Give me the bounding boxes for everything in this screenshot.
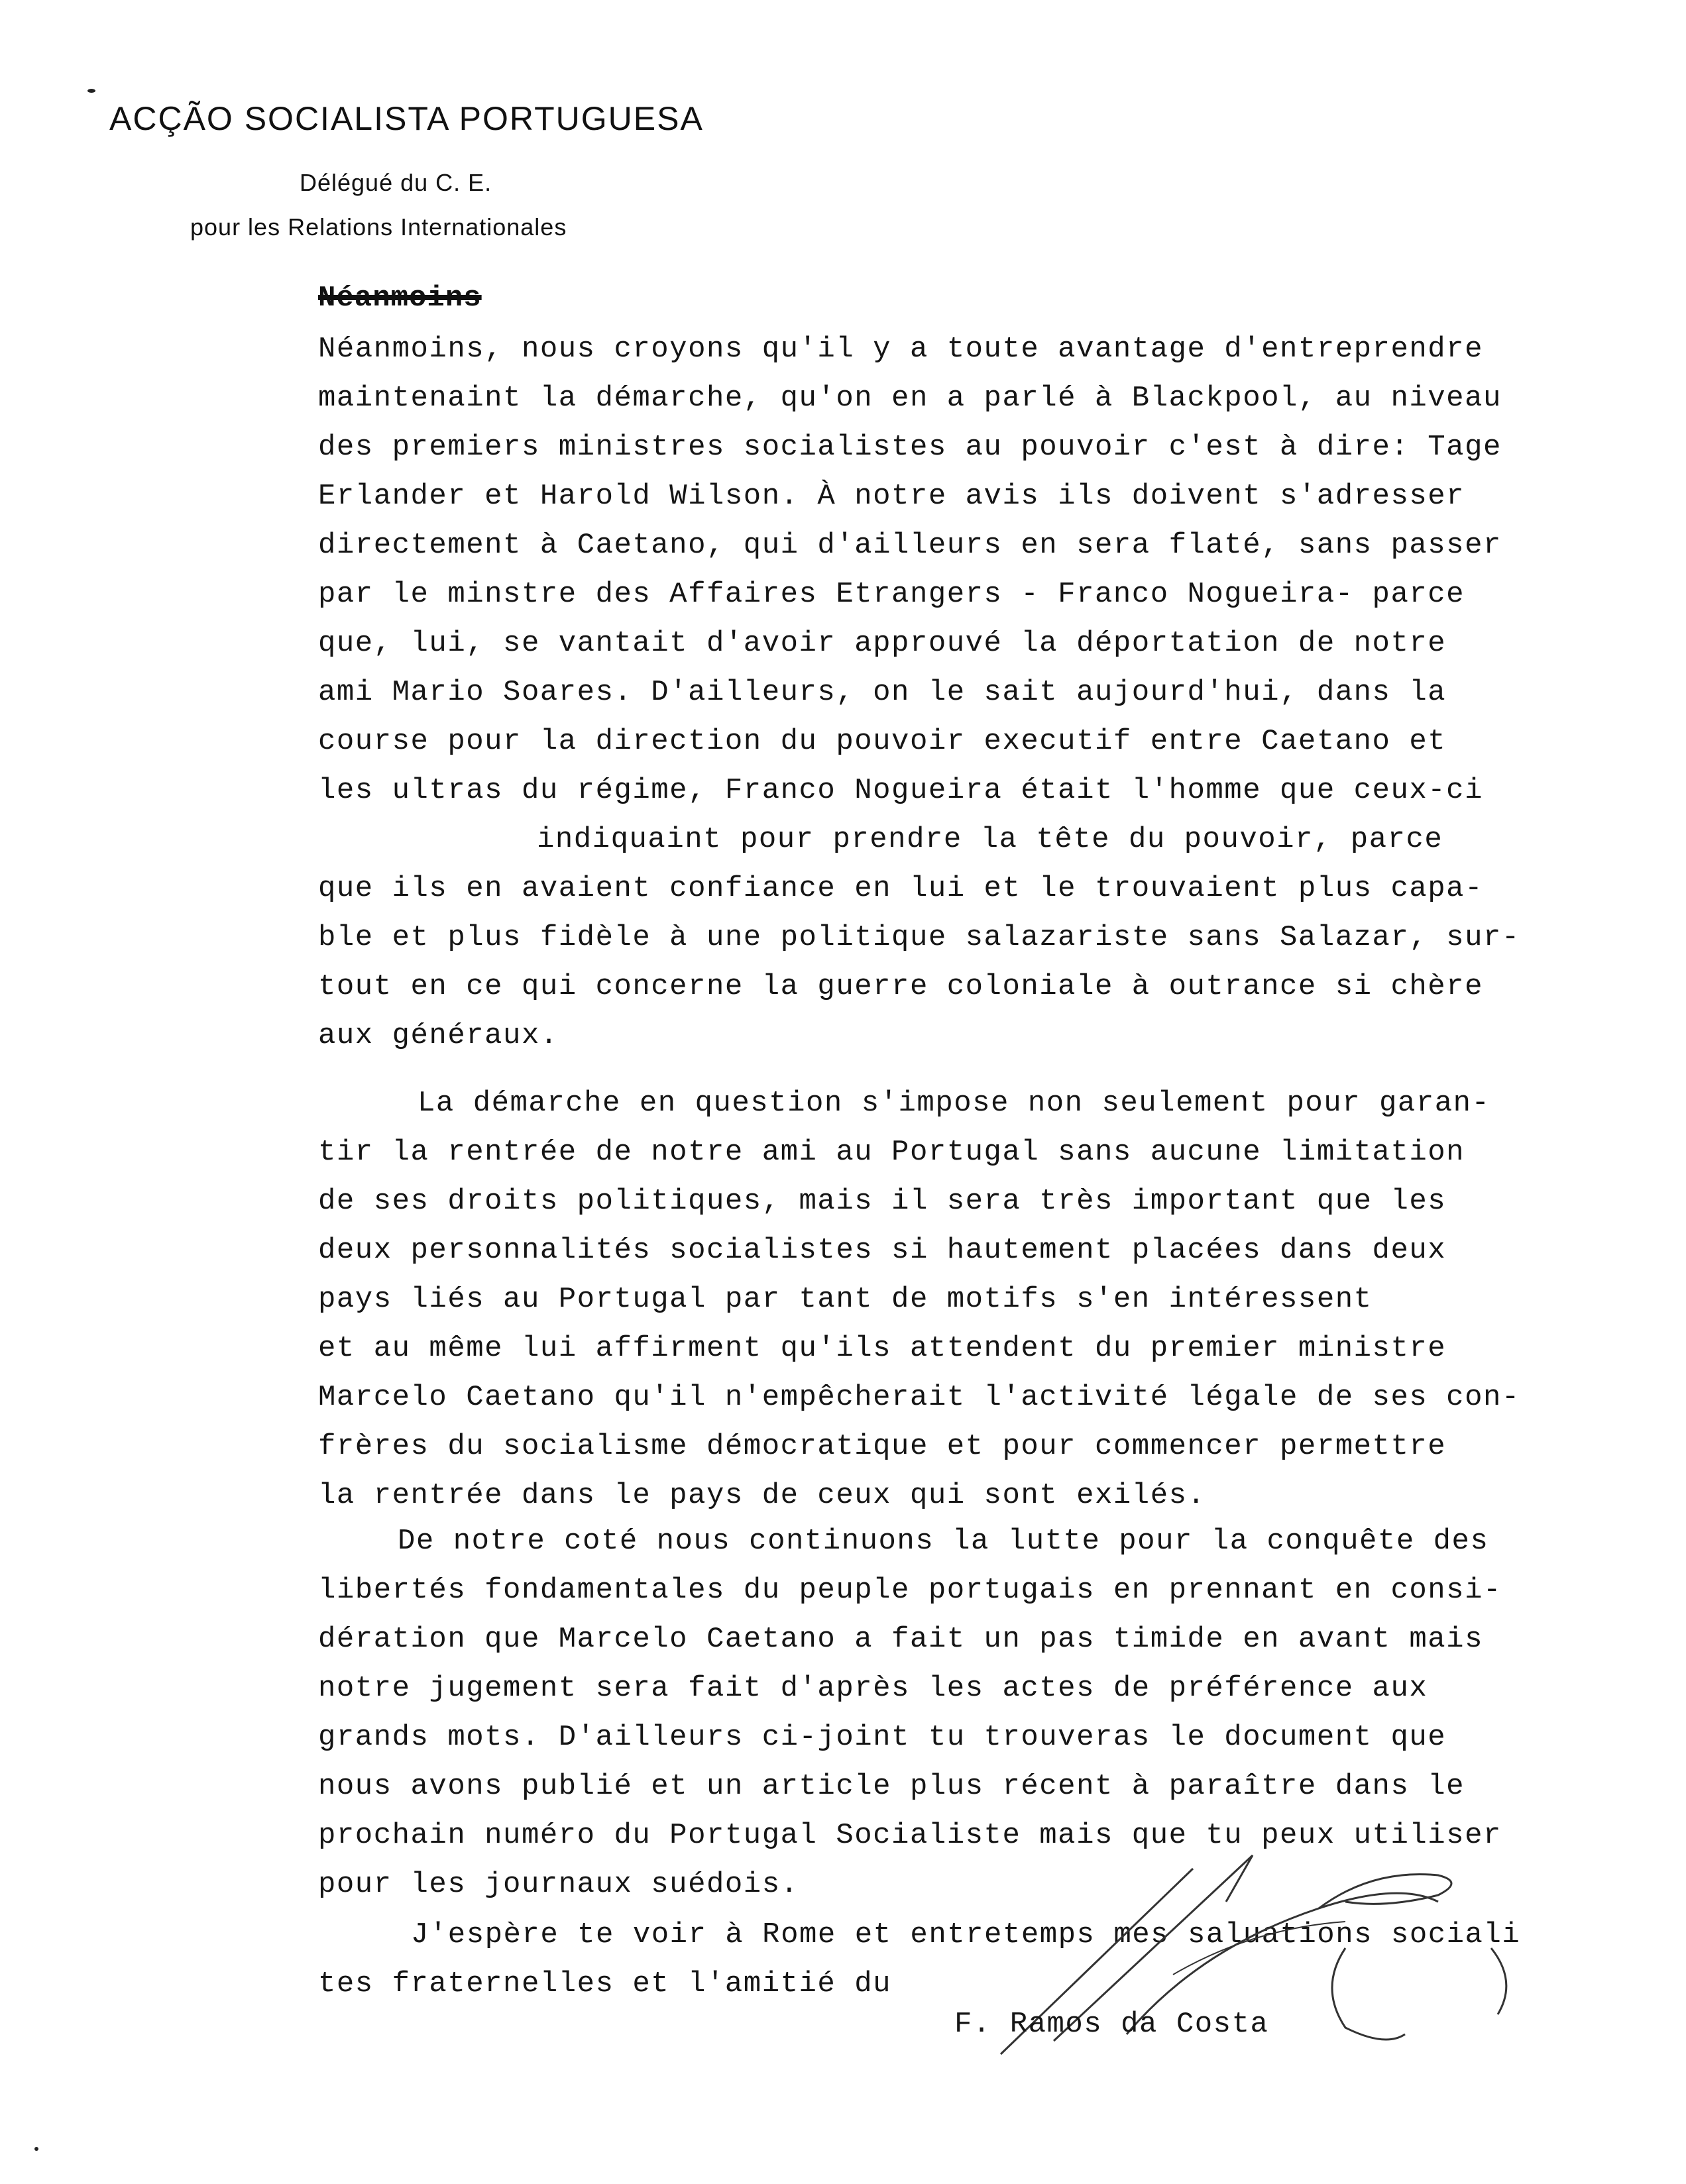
text-line: par le minstre des Affaires Etrangers - Franco Nogueira- parce [318,578,1465,611]
letterhead-organization: ACÇÃO SOCIALISTA PORTUGUESA [109,100,704,137]
text-line: nous avons publié et un article plus récent à paraître dans le [318,1770,1465,1803]
text-line: J'espère te voir à Rome et entretemps mes saluations sociali [411,1918,1521,1951]
text-line: tir la rentrée de notre ami au Portugal sans aucune limitation [318,1136,1465,1169]
text-line: grands mots. D'ailleurs ci-joint tu trouveras le document que [318,1721,1447,1754]
text-line: course pour la direction du pouvoir executif entre Caetano et [318,725,1447,758]
text-line: la rentrée dans le pays de ceux qui sont exilés. [318,1479,1206,1512]
text-line: ami Mario Soares. D'ailleurs, on le sait aujourd'hui, dans la [318,676,1447,709]
text-line: de ses droits politiques, mais il sera très important que les [318,1185,1447,1218]
text-line: Marcelo Caetano qu'il n'empêcherait l'activité légale de ses con- [318,1381,1520,1414]
text-line: maintenaint la démarche, qu'on en a parlé à Blackpool, au niveau [318,382,1502,415]
text-line: que ils en avaient confiance en lui et le trouvaient plus capa- [318,872,1483,905]
text-line: tout en ce qui concerne la guerre coloniale à outrance si chère [318,970,1483,1003]
text-line: ble et plus fidèle à une politique salazariste sans Salazar, sur- [318,921,1520,954]
scan-speck [87,89,95,93]
text-line: pour les journaux suédois. [318,1868,799,1901]
paragraph-1 [318,325,1637,1060]
text-line: libertés fondamentales du peuple portugais en prennant en consi- [318,1574,1502,1607]
text-line: directement à Caetano, qui d'ailleurs en sera flaté, sans passer [318,529,1502,562]
text-line: les ultras du régime, Franco Nogueira était l'homme que ceux-ci [318,774,1483,807]
letterhead-department: pour les Relations Internationales [190,213,567,241]
scan-speck [34,2147,38,2151]
text-line: pays liés au Portugal par tant de motifs s'en intéressent [318,1283,1373,1316]
text-line: et au même lui affirment qu'ils attendent du premier ministre [318,1332,1447,1365]
text-line: notre jugement sera fait d'après les actes de préférence aux [318,1672,1428,1705]
text-line: indiquaint pour prendre la tête du pouvoir, parce [537,823,1443,856]
signature-name: F. Ramos da Costa [954,2008,1269,2041]
paragraph-2 [318,1079,1637,1520]
text-line: deux personnalités socialistes si hautement placées dans deux [318,1234,1447,1267]
text-line: dération que Marcelo Caetano a fait un pas timide en avant mais [318,1623,1483,1656]
text-line: aux généraux. [318,1019,559,1052]
text-line: De notre coté nous continuons la lutte pour la conquête des [398,1525,1489,1558]
text-line: que, lui, se vantait d'avoir approuvé la déportation de notre [318,627,1447,660]
text-line: frères du socialisme démocratique et pour commencer permettre [318,1430,1447,1463]
text-line: des premiers ministres socialistes au pouvoir c'est à dire: Tage [318,431,1502,464]
letterhead-role: Délégué du C. E. [300,169,492,196]
struck-out-heading: Néanmoins [318,282,482,315]
text-line: tes fraternelles et l'amitié du [318,1967,892,2000]
text-line: La démarche en question s'impose non seulement pour garan- [418,1087,1490,1120]
text-line: Néanmoins, nous croyons qu'il y a toute avantage d'entreprendre [318,333,1483,366]
text-line: Erlander et Harold Wilson. À notre avis ils doivent s'adresser [318,480,1465,513]
text-line: prochain numéro du Portugal Socialiste mais que tu peux utiliser [318,1819,1502,1852]
